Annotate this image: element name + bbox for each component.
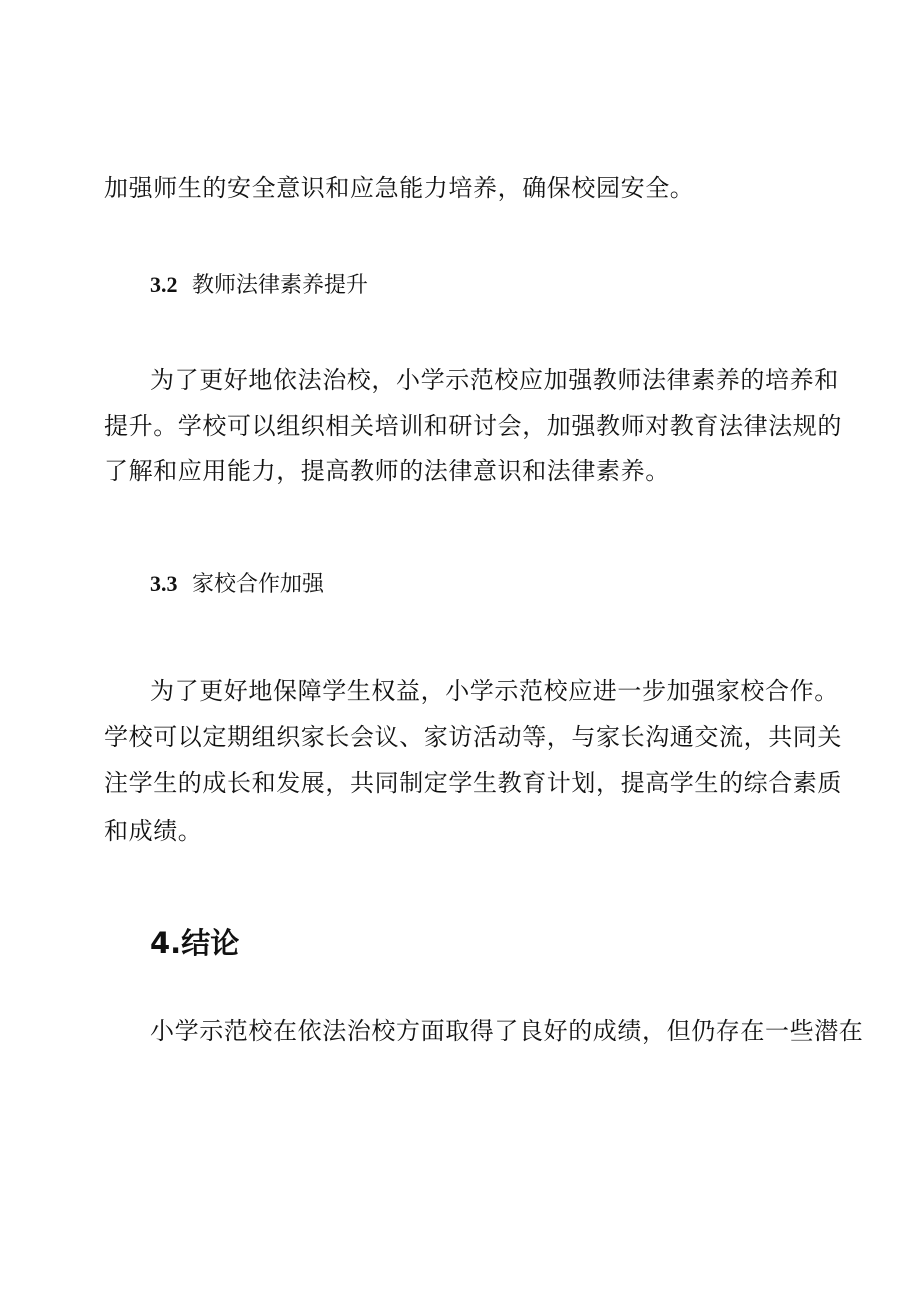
section-heading-3-2 [150, 270, 368, 301]
paragraph-line: 加强师生的安全意识和应急能力培养，确保校园安全。 [104, 174, 695, 202]
paragraph-line: 注学生的成长和发展，共同制定学生教育计划，提高学生的综合素质 [104, 769, 842, 797]
paragraph-line: 提升。学校可以组织相关培训和研讨会，加强教师对教育法律法规的 [104, 412, 842, 440]
section-title: 家校合作加强 [192, 572, 325, 597]
paragraph-line: 为了更好地依法治校，小学示范校应加强教师法律素养的培养和 [150, 366, 839, 394]
section-number: 3.2 [150, 272, 178, 297]
paragraph-line: 小学示范校在依法治校方面取得了良好的成绩，但仍存在一些潜在 [150, 1017, 864, 1045]
section-heading-3-3 [150, 569, 324, 600]
paragraph-line: 和成绩。 [104, 817, 203, 845]
paragraph-line: 学校可以定期组织家长会议、家访活动等，与家长沟通交流，共同关 [104, 723, 842, 751]
paragraph-line: 了解和应用能力，提高教师的法律意识和法律素养。 [104, 457, 670, 485]
section-title: 教师法律素养提升 [192, 273, 369, 298]
paragraph-line: 为了更好地保障学生权益，小学示范校应进一步加强家校合作。 [150, 677, 839, 705]
section-number: 3.3 [150, 571, 178, 596]
section-heading-4: 4.结论 [150, 926, 240, 960]
